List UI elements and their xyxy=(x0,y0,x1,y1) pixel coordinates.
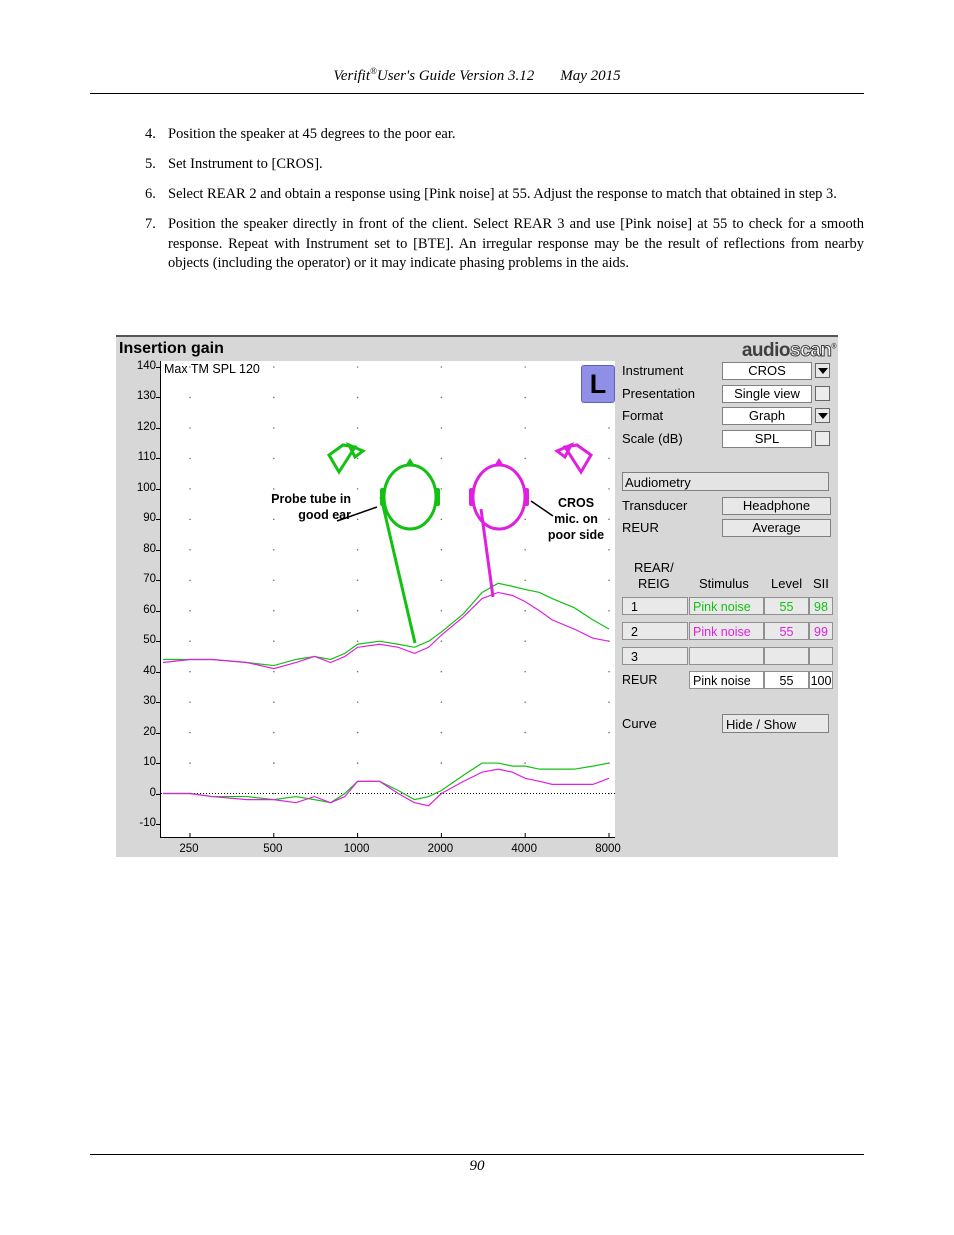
grid-dot xyxy=(441,762,443,764)
reur-label: REUR xyxy=(622,520,659,535)
probe-annotation-line: Probe tube in xyxy=(271,492,351,506)
col-stimulus-header: Stimulus xyxy=(699,576,749,591)
step-number: 7. xyxy=(145,216,156,233)
ear-diagram xyxy=(329,445,591,643)
y-tick-label: 20 xyxy=(143,725,156,738)
rear-1-stimulus: Pink noise xyxy=(689,597,764,615)
grid-dot xyxy=(357,397,359,399)
header-date: May 2015 xyxy=(560,68,621,84)
grid-dot xyxy=(441,671,443,673)
format-label: Format xyxy=(622,408,664,423)
brand-part-b: scan xyxy=(790,340,832,361)
grid-dot xyxy=(524,671,526,673)
x-tick-label: 500 xyxy=(263,843,283,855)
grid-dot xyxy=(273,366,275,368)
grid-dot xyxy=(357,488,359,490)
grid-dot xyxy=(524,640,526,642)
grid-dot xyxy=(608,427,610,429)
grid-dot xyxy=(273,732,275,734)
grid-dot xyxy=(524,519,526,521)
probe-tube-pink-icon xyxy=(481,509,493,597)
rear-3-stimulus xyxy=(689,647,764,665)
grid-dot xyxy=(441,640,443,642)
head-pink-icon xyxy=(473,465,525,529)
rear-2-stimulus: Pink noise xyxy=(689,622,764,640)
grid-dot xyxy=(189,732,191,734)
y-tick-label: 100 xyxy=(136,481,156,494)
step-text: Select REAR 2 and obtain a response using [Pink noise] at 55. Adjust the response to match that obtained in step 3. xyxy=(168,186,837,203)
transducer-select[interactable]: Headphone xyxy=(722,497,831,515)
step-text: Position the speaker directly in front of the client. Select REAR 3 and use [Pink noise] at 55 to check for a smooth response. Repeat with Instrument set to [BTE]. An irregular response may be the result of reflections from nearby objects (including the operator) or it may indicate phasing problems in the aids. xyxy=(168,216,864,272)
probe-tube-green-icon xyxy=(381,497,415,643)
rear-3-sii xyxy=(809,647,833,665)
grid-dot xyxy=(524,549,526,551)
y-tick-label: -10 xyxy=(139,817,156,829)
grid-dot xyxy=(273,397,275,399)
reur-select[interactable]: Average xyxy=(722,519,831,537)
grid-dot xyxy=(273,427,275,429)
footer-rule xyxy=(90,1154,864,1155)
format-select[interactable]: Graph xyxy=(722,407,812,425)
step-item xyxy=(145,215,864,274)
grid-dot xyxy=(608,488,610,490)
grid-dot xyxy=(273,762,275,764)
grid-dot xyxy=(524,366,526,368)
grid-dot xyxy=(357,579,359,581)
step-number: 5. xyxy=(145,156,156,173)
head-green-tip-icon xyxy=(405,458,415,466)
instrument-select[interactable]: CROS xyxy=(722,362,812,380)
y-tick-label: 0 xyxy=(149,786,156,799)
grid-dot xyxy=(441,427,443,429)
rear-3-level xyxy=(764,647,809,665)
reur-row-stimulus: Pink noise xyxy=(689,671,764,689)
header-rule xyxy=(90,93,864,94)
series-line-4 xyxy=(163,769,609,806)
grid-dot xyxy=(273,549,275,551)
grid-dot xyxy=(273,671,275,673)
grid-dot xyxy=(189,519,191,521)
ear-badge: L xyxy=(581,365,615,403)
grid-dot xyxy=(273,610,275,612)
presentation-label: Presentation xyxy=(622,386,695,401)
grid-dot xyxy=(524,732,526,734)
grid-dot xyxy=(189,549,191,551)
header-title-rest: User's Guide Version 3.12 xyxy=(376,68,535,84)
rear-3-button[interactable]: 3 xyxy=(622,647,688,665)
reur-row-label: REUR xyxy=(622,673,658,687)
grid-dot xyxy=(524,610,526,612)
grid-dot xyxy=(524,579,526,581)
grid-dot xyxy=(357,701,359,703)
grid-dot xyxy=(189,762,191,764)
scale-checkbox[interactable] xyxy=(815,431,830,446)
y-tick-label: 120 xyxy=(136,420,156,433)
grid-dot xyxy=(441,458,443,460)
rear-1-sii: 98 xyxy=(809,597,833,615)
rear-2-button[interactable]: 2 xyxy=(622,622,688,640)
y-tick-label: 10 xyxy=(143,756,156,769)
audioscan-logo xyxy=(742,340,836,362)
audiometry-button[interactable]: Audiometry xyxy=(622,472,829,491)
grid-dot xyxy=(357,732,359,734)
presentation-select[interactable]: Single view xyxy=(722,385,812,403)
screen-title: Insertion gain xyxy=(119,340,224,357)
grid-dot xyxy=(273,579,275,581)
y-tick-label: 110 xyxy=(137,451,156,464)
step-number: 4. xyxy=(145,126,156,142)
step-text: Position the speaker at 45 degrees to the poor ear. xyxy=(168,126,456,142)
x-tick-label: 2000 xyxy=(427,843,454,855)
grid-dot xyxy=(357,519,359,521)
grid-dot xyxy=(357,762,359,764)
series-line-3 xyxy=(163,763,609,803)
grid-dot xyxy=(357,366,359,368)
grid-dot xyxy=(441,701,443,703)
grid-dot xyxy=(189,458,191,460)
scale-label: Scale (dB) xyxy=(622,431,683,446)
grid-dot xyxy=(524,701,526,703)
grid-dot xyxy=(608,579,610,581)
grid-dot xyxy=(357,427,359,429)
verifit-screenshot xyxy=(116,335,838,857)
y-tick-label: 140 xyxy=(136,360,156,372)
head-green-icon xyxy=(384,465,436,529)
y-tick-label: 80 xyxy=(143,542,156,555)
grid-dot xyxy=(189,488,191,490)
step-item xyxy=(145,185,864,205)
y-tick-label: 50 xyxy=(143,634,156,647)
rear-1-button[interactable]: 1 xyxy=(622,597,688,615)
brand-mark: ® xyxy=(831,343,836,351)
grid-dot xyxy=(441,519,443,521)
page-number: 90 xyxy=(469,1158,485,1174)
x-tick-label: 1000 xyxy=(343,843,370,855)
grid-dot xyxy=(357,671,359,673)
grid-dot xyxy=(189,640,191,642)
cros-annotation-line: poor side xyxy=(547,528,605,542)
grid-dot xyxy=(524,427,526,429)
chart-curves xyxy=(163,583,609,805)
grid-dot xyxy=(189,671,191,673)
grid-dot xyxy=(273,793,275,795)
presentation-checkbox[interactable] xyxy=(815,386,830,401)
grid-dot xyxy=(189,610,191,612)
grid-dot xyxy=(524,762,526,764)
col-reig-line: REIG xyxy=(637,576,670,591)
cros-annotation-line: mic. on xyxy=(554,512,598,526)
y-tick-label: 90 xyxy=(143,512,156,525)
rear-2-level: 55 xyxy=(764,622,809,640)
grid-dot xyxy=(357,640,359,642)
grid-dot xyxy=(273,488,275,490)
step-item xyxy=(145,125,864,145)
ear-pink-left-icon xyxy=(469,488,474,506)
col-sii-header: SII xyxy=(813,576,829,591)
grid-dot xyxy=(524,458,526,460)
grid-dot xyxy=(441,610,443,612)
grid-dot xyxy=(608,549,610,551)
grid-dot xyxy=(357,549,359,551)
grid-dot xyxy=(273,640,275,642)
cros-annotation xyxy=(543,495,609,543)
series-line-2 xyxy=(163,592,609,668)
header-title: Verifit xyxy=(333,68,371,84)
ear-pink-right-icon xyxy=(524,488,529,506)
grid-dot xyxy=(189,579,191,581)
grid-dot xyxy=(189,427,191,429)
plot-label: Max TM SPL 120 xyxy=(164,362,260,376)
grid-dot xyxy=(608,671,610,673)
reur-row-level: 55 xyxy=(764,671,809,689)
x-tick-label: 8000 xyxy=(595,843,621,855)
grid-dot xyxy=(273,701,275,703)
grid-dot xyxy=(608,732,610,734)
transducer-label: Transducer xyxy=(622,498,688,513)
x-tick-label: 250 xyxy=(179,843,199,855)
rear-2-sii: 99 xyxy=(809,622,833,640)
x-tick-label: 4000 xyxy=(511,843,537,855)
step-number: 6. xyxy=(145,186,156,203)
head-pink-tip-icon xyxy=(494,458,504,466)
format-dropdown-icon[interactable] xyxy=(815,408,830,423)
insertion-gain-plot xyxy=(160,361,615,838)
y-tick-label: 70 xyxy=(143,573,156,586)
instrument-dropdown-icon[interactable] xyxy=(815,363,830,378)
grid-dot xyxy=(273,458,275,460)
grid-dot xyxy=(189,397,191,399)
probe-annotation xyxy=(261,491,351,523)
y-tick-label: 40 xyxy=(143,664,156,677)
control-panel xyxy=(621,361,836,855)
reur-row-sii: 100 xyxy=(809,671,833,689)
ear-green-right-icon xyxy=(435,488,440,506)
col-level-header: Level xyxy=(771,576,803,591)
instrument-label: Instrument xyxy=(622,363,684,378)
curve-label: Curve xyxy=(622,716,657,731)
header-reg: ® xyxy=(370,66,377,76)
grid-dot xyxy=(357,610,359,612)
grid-dot xyxy=(524,397,526,399)
grid-dot xyxy=(441,549,443,551)
grid-dot xyxy=(357,458,359,460)
chart-svg xyxy=(161,361,615,837)
grid-dot xyxy=(357,793,359,795)
col-rear-header xyxy=(634,560,674,592)
curve-button[interactable]: Hide / Show xyxy=(722,714,829,733)
grid-dot xyxy=(441,732,443,734)
grid-dot xyxy=(608,610,610,612)
grid-dot xyxy=(441,579,443,581)
step-text: Set Instrument to [CROS]. xyxy=(168,156,323,173)
y-tick-label: 130 xyxy=(136,390,156,403)
series-line-1 xyxy=(163,583,609,665)
grid-dot xyxy=(441,488,443,490)
y-tick-label: 30 xyxy=(143,695,156,708)
step-item xyxy=(145,155,864,175)
brand-part-a: audio xyxy=(741,340,791,361)
grid-dot xyxy=(441,397,443,399)
grid-dot xyxy=(608,458,610,460)
chart-grid xyxy=(161,366,615,837)
grid-dot xyxy=(608,701,610,703)
step-list xyxy=(145,125,864,285)
rear-1-level: 55 xyxy=(764,597,809,615)
grid-dot xyxy=(189,701,191,703)
scale-select[interactable]: SPL xyxy=(722,430,812,448)
y-tick-label: 60 xyxy=(143,603,156,616)
speaker-pink-icon xyxy=(557,445,591,472)
cros-annotation-line: CROS xyxy=(557,496,595,510)
col-rear-line: REAR/ xyxy=(634,560,674,575)
page-header xyxy=(90,66,864,85)
grid-dot xyxy=(441,366,443,368)
y-axis xyxy=(116,361,160,861)
probe-annotation-line: good ear xyxy=(298,508,351,522)
